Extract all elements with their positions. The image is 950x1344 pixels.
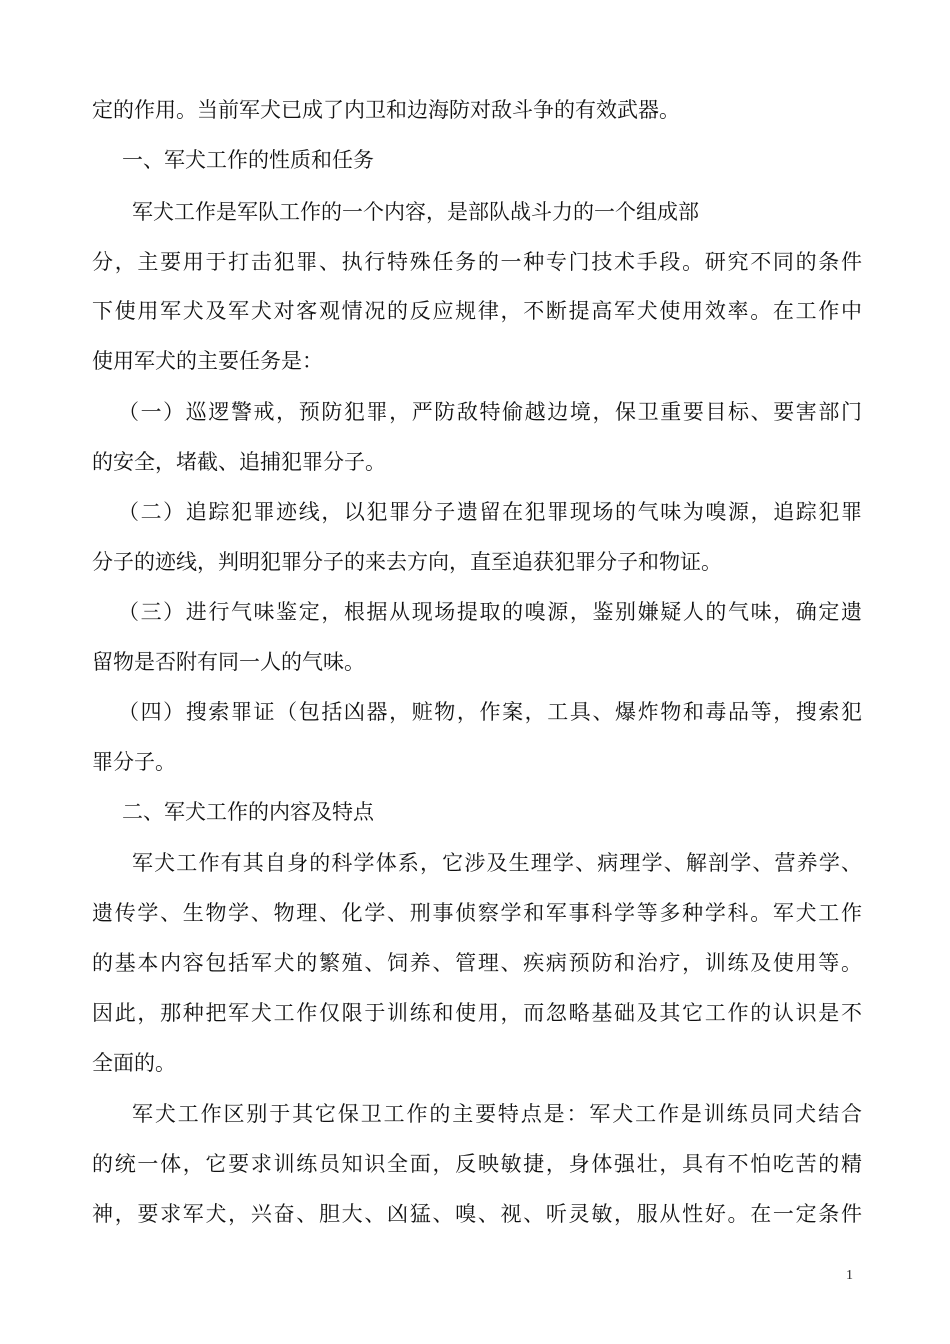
section-heading: 二、军犬工作的内容及特点 — [122, 800, 374, 824]
list-item-line: 分子的迹线，判明犯罪分子的来去方向，直至追获犯罪分子和物证。 — [92, 550, 722, 574]
list-item-line: （二）追踪犯罪迹线，以犯罪分子遗留在犯罪现场的气味为嗅源，追踪犯罪 — [118, 500, 862, 524]
page-number: 1 — [846, 1268, 853, 1283]
paragraph-line: 全面的。 — [92, 1051, 176, 1075]
paragraph-line: 下使用军犬及军犬对客观情况的反应规律，不断提高军犬使用效率。在工作中 — [92, 299, 862, 323]
paragraph-line: 军犬工作区别于其它保卫工作的主要特点是：军犬工作是训练员同犬结合 — [132, 1102, 862, 1126]
list-item-line: 罪分子。 — [92, 750, 176, 774]
list-item-line: （四）搜索罪证（包括凶器，赃物，作案，工具、爆炸物和毒品等，搜索犯 — [118, 700, 862, 724]
list-item-line: （一）巡逻警戒，预防犯罪，严防敌特偷越边境，保卫重要目标、要害部门 — [118, 400, 862, 424]
list-item-line: 留物是否附有同一人的气味。 — [92, 650, 365, 674]
paragraph-line: 分，主要用于打击犯罪、执行特殊任务的一种专门技术手段。研究不同的条件 — [92, 250, 862, 274]
paragraph-line: 使用军犬的主要任务是： — [92, 349, 323, 373]
paragraph-line: 因此，那种把军犬工作仅限于训练和使用，而忽略基础及其它工作的认识是不 — [92, 1001, 862, 1025]
list-item-line: 的安全，堵截、追捕犯罪分子。 — [92, 450, 386, 474]
paragraph-line: 军犬工作有其自身的科学体系，它涉及生理学、病理学、解剖学、营养学、 — [132, 851, 862, 875]
paragraph-line: 军犬工作是军队工作的一个内容，是部队战斗力的一个组成部 — [132, 200, 699, 224]
list-item-line: （三）进行气味鉴定，根据从现场提取的嗅源，鉴别嫌疑人的气味，确定遗 — [118, 600, 862, 624]
section-heading: 一、军犬工作的性质和任务 — [122, 148, 374, 172]
paragraph-line: 的基本内容包括军犬的繁殖、饲养、管理、疾病预防和治疗，训练及使用等。 — [92, 951, 862, 975]
paragraph-line: 的统一体，它要求训练员知识全面，反映敏捷，身体强壮，具有不怕吃苦的精 — [92, 1152, 862, 1176]
paragraph-line: 神，要求军犬，兴奋、胆大、凶猛、嗅、视、听灵敏，服从性好。在一定条件 — [92, 1202, 862, 1226]
paragraph-line: 定的作用。当前军犬已成了内卫和边海防对敌斗争的有效武器。 — [92, 98, 680, 122]
paragraph-line: 遗传学、生物学、物理、化学、刑事侦察学和军事科学等多种学科。军犬工作 — [92, 901, 862, 925]
